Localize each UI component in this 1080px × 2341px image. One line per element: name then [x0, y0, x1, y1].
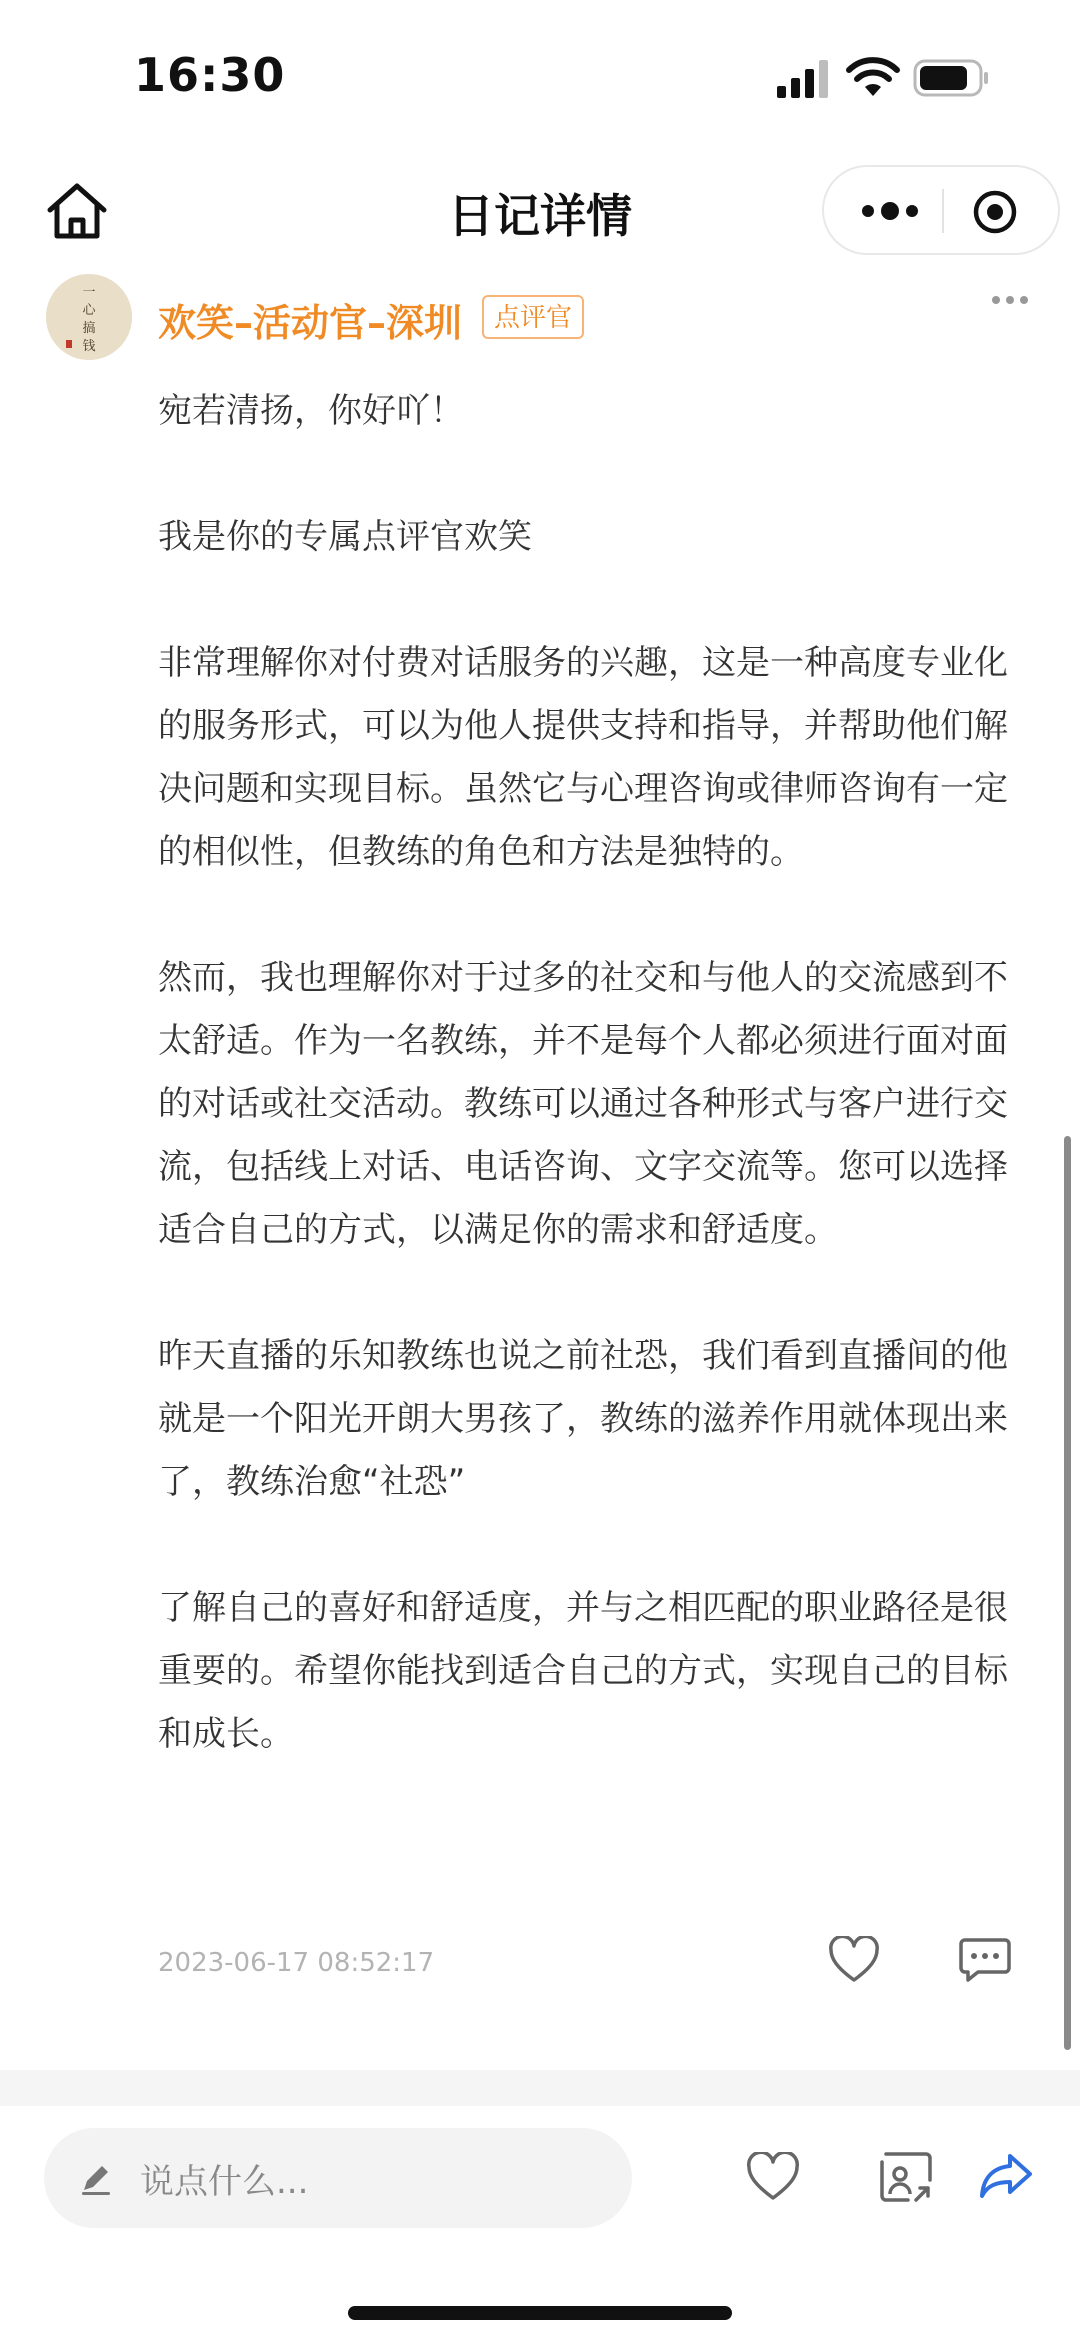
diary-content — [158, 380, 1018, 1766]
post-header — [0, 270, 1080, 370]
wifi-icon — [845, 56, 901, 100]
signal-icon — [775, 58, 833, 98]
page-title: 日记详情 — [448, 189, 632, 243]
post-footer — [0, 1930, 1080, 2000]
paragraph: 昨天直播的乐知教练也说之前社恐，我们看到直播间的他就是一个阳光开朗大男孩了，教练的滋养作用就体现出来了，教练治愈“社恐” — [158, 1336, 1008, 1502]
role-badge: 点评官 — [482, 295, 584, 339]
heart-icon[interactable] — [746, 2152, 800, 2202]
capsule-divider — [942, 189, 944, 233]
paragraph: 了解自己的喜好和舒适度，并与之相匹配的职业路径是很重要的。希望你能找到适合自己的方式，实现自己的目标和成长。 — [158, 1588, 1008, 1754]
author-name[interactable]: 欢笑–活动官–深圳 — [158, 301, 463, 345]
nav-bar — [0, 160, 1080, 260]
mini-program-capsule — [822, 165, 1060, 255]
svg-text:搞: 搞 — [82, 321, 96, 336]
calligraphy-seal-icon — [46, 274, 132, 360]
comment-icon[interactable] — [958, 1936, 1012, 1984]
paragraph: 然而，我也理解你对于过多的社交和与他人的交流感到不太舒适。作为一名教练，并不是每个人都必须进行面对面的对话或社交活动。教练可以通过各种形式与客户进行交流，包括线上对话、电话咨询、文字交流等。您可以选择适合自己的方式，以满足你的需求和舒适度。 — [158, 958, 1008, 1250]
paragraph: 宛若清扬，你好吖！ — [158, 391, 464, 431]
section-separator — [0, 2070, 1080, 2106]
avatar[interactable] — [46, 274, 132, 360]
status-bar — [0, 0, 1080, 150]
comment-input[interactable] — [44, 2128, 632, 2228]
target-icon[interactable] — [972, 189, 1018, 235]
comment-placeholder: 说点什么... — [140, 2162, 309, 2202]
svg-text:心: 心 — [82, 303, 96, 318]
heart-icon[interactable] — [828, 1936, 880, 1984]
svg-text:钱: 钱 — [82, 339, 96, 354]
timestamp: 2023-06-17 08:52:17 — [158, 1948, 435, 1978]
svg-text:一: 一 — [82, 285, 96, 300]
share-image-icon[interactable] — [878, 2150, 934, 2204]
paragraph: 我是你的专属点评官欢笑 — [158, 517, 532, 557]
paragraph: 非常理解你对付费对话服务的兴趣，这是一种高度专业化的服务形式，可以为他人提供支持和指导，并帮助他们解决问题和实现目标。虽然它与心理咨询或律师咨询有一定的相似性，但教练的角色和方法是独特的。 — [158, 643, 1008, 872]
forward-icon[interactable] — [978, 2150, 1034, 2202]
post-more-icon[interactable] — [990, 290, 1030, 310]
pen-icon — [78, 2160, 114, 2196]
more-dots-icon[interactable] — [858, 191, 922, 231]
home-indicator — [348, 2306, 732, 2320]
status-time: 16:30 — [134, 48, 286, 102]
scrollbar[interactable] — [1064, 1136, 1071, 2050]
battery-icon — [913, 58, 991, 98]
